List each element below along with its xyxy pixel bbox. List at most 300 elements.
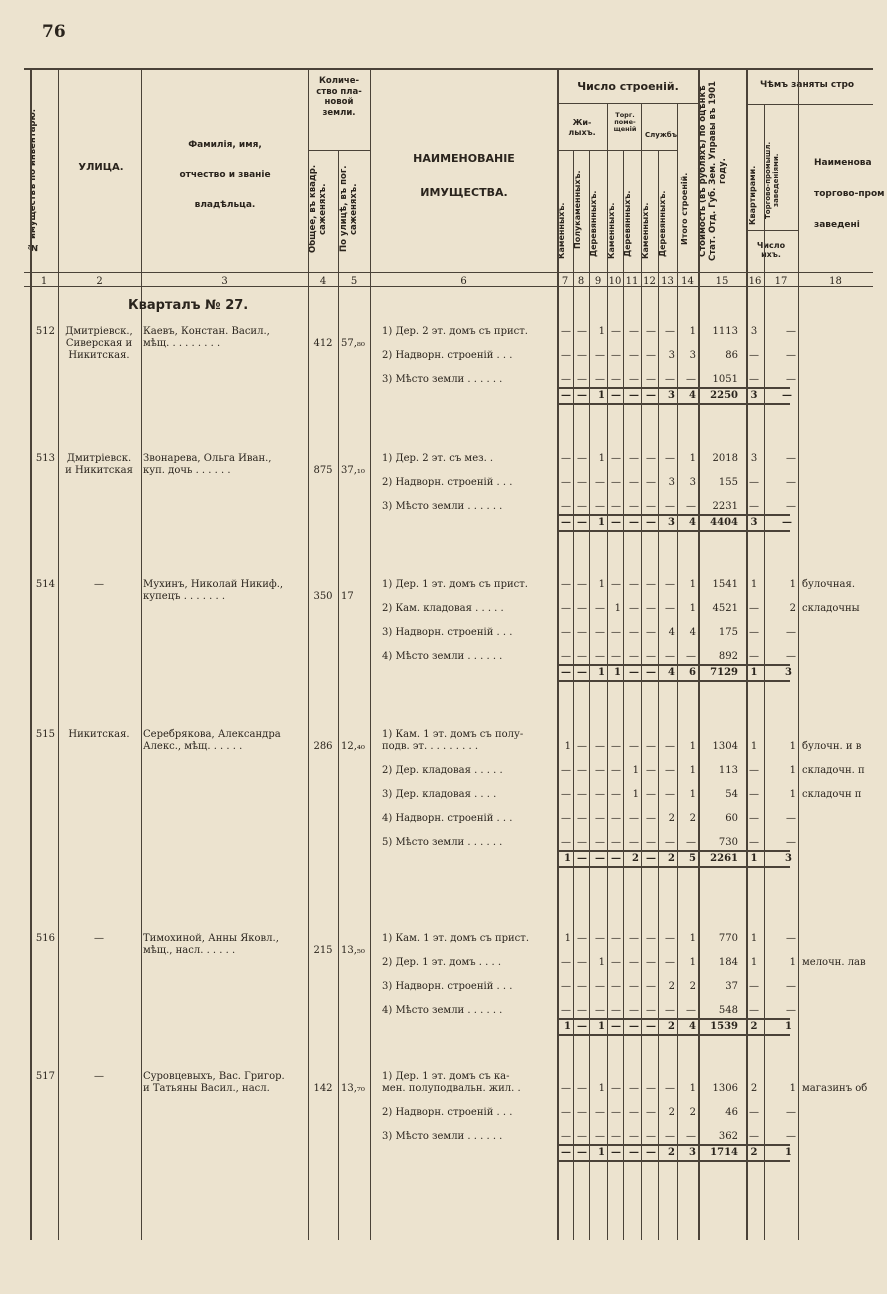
record-street-length: 13,₇₀ — [341, 1083, 365, 1094]
item-count: — — [686, 501, 696, 512]
item-count: — — [646, 765, 656, 776]
item-count: — — [577, 933, 587, 944]
item-value: 892 — [718, 651, 738, 662]
record-street: Дмитріевск., — [65, 326, 133, 337]
item-value: 2231 — [712, 501, 738, 512]
item-count: — — [611, 813, 621, 824]
item-count: — — [577, 579, 587, 590]
record-street-length: 37,₁₀ — [341, 465, 365, 476]
total-count: — — [611, 1021, 621, 1032]
item-count: — — [611, 350, 621, 361]
buildings-sub-rule-2 — [557, 150, 677, 151]
item-count: 1 — [598, 579, 605, 590]
item-count: — — [577, 1131, 587, 1142]
column-number: 15 — [715, 276, 729, 287]
item-count: — — [665, 453, 675, 464]
item-count: — — [646, 1107, 656, 1118]
item-count: 1 — [614, 603, 621, 614]
total-count: 1 — [598, 517, 605, 528]
item-count: — — [686, 374, 696, 385]
item-count: — — [611, 374, 621, 385]
item-count: — — [629, 813, 639, 824]
item-count: 1 — [689, 453, 696, 464]
header-trade-name — [800, 148, 887, 241]
item-count: — — [646, 981, 656, 992]
item-count: — — [629, 350, 639, 361]
item-count: — — [629, 957, 639, 968]
total-count: — — [646, 667, 656, 678]
item-count: — — [646, 651, 656, 662]
total-rule-bottom — [557, 403, 790, 405]
item-count: 1 — [564, 933, 571, 944]
column-number: 9 — [594, 276, 602, 287]
total-value: 7129 — [710, 667, 738, 678]
item-trade-name: булочная. — [802, 579, 856, 590]
total-count: — — [629, 1021, 639, 1032]
column-number: 2 — [96, 276, 103, 287]
item-count: 1 — [632, 789, 639, 800]
item-count: — — [646, 374, 656, 385]
item-count: — — [595, 837, 605, 848]
total-count: 2 — [668, 853, 675, 864]
record-land-total: 875 — [313, 465, 333, 476]
item-count: — — [611, 453, 621, 464]
item-count: — — [646, 579, 656, 590]
total-count: — — [577, 667, 587, 678]
record-street-length: 17 — [341, 591, 354, 602]
total-value: 1539 — [710, 1021, 738, 1032]
item-count: — — [665, 651, 675, 662]
item-count: — — [629, 651, 639, 662]
column-number: 12 — [643, 276, 656, 287]
item-count: — — [646, 1005, 656, 1016]
total-value: 2250 — [710, 390, 738, 401]
item-name: 4) Мѣсто земли . . . . . . — [382, 651, 503, 662]
item-value: 4521 — [712, 603, 738, 614]
item-name: 3) Дер. кладовая . . . . — [382, 789, 497, 800]
item-apartments: — — [749, 350, 759, 361]
total-count: — — [577, 1021, 587, 1032]
header-col-stone: Каменныхъ. — [557, 202, 566, 260]
record-street-length: 57,₈₀ — [341, 338, 365, 349]
item-count: — — [665, 579, 675, 590]
item-trade-count: — — [786, 350, 796, 361]
item-count: — — [646, 789, 656, 800]
item-count: — — [665, 837, 675, 848]
item-count: — — [595, 741, 605, 752]
item-name: 3) Мѣсто земли . . . . . . — [382, 501, 503, 512]
header-count-line: Число — [756, 241, 786, 250]
item-count: — — [611, 501, 621, 512]
item-value: 175 — [718, 627, 738, 638]
item-trade-count: — — [786, 453, 796, 464]
record-street: Никитская. — [68, 350, 130, 361]
total-count: 3 — [668, 390, 675, 401]
item-count: — — [686, 837, 696, 848]
total-rule-bottom — [557, 866, 790, 868]
count-sub-rule — [746, 230, 798, 231]
item-apartments: — — [749, 627, 759, 638]
item-count: — — [629, 374, 639, 385]
item-count: — — [646, 741, 656, 752]
item-count: — — [611, 627, 621, 638]
header-apartments: Квартирами. — [748, 165, 757, 225]
record-street: Дмитріевск. — [66, 453, 132, 464]
item-trade-name: булочн. и в — [802, 741, 862, 752]
record-number: 513 — [35, 453, 55, 464]
item-count: 4 — [689, 627, 696, 638]
item-count: — — [561, 651, 571, 662]
item-count: — — [561, 1107, 571, 1118]
item-name: мен. полуподвальн. жил. . — [382, 1083, 521, 1094]
item-count: — — [665, 957, 675, 968]
record-owner: купецъ . . . . . . . — [143, 591, 226, 602]
header-owner-line: владѣльца. — [194, 200, 256, 210]
item-value: 54 — [725, 789, 738, 800]
item-count: — — [561, 1083, 571, 1094]
item-trade-count: — — [786, 1107, 796, 1118]
record-land-total: 142 — [313, 1083, 333, 1094]
total-count: — — [595, 853, 605, 864]
item-count: — — [611, 933, 621, 944]
total-apartments: 1 — [750, 853, 758, 864]
item-name: 1) Дер. 1 эт. домъ съ ка- — [382, 1071, 510, 1082]
item-count: — — [611, 981, 621, 992]
item-count: — — [561, 981, 571, 992]
item-count: 1 — [598, 326, 605, 337]
record-street: и Никитская — [65, 465, 133, 476]
column-number: 14 — [681, 276, 694, 287]
column-rule — [30, 68, 32, 1240]
item-count: 1 — [689, 765, 696, 776]
item-count: — — [611, 651, 621, 662]
item-count: — — [646, 1131, 656, 1142]
record-land-total: 215 — [313, 945, 333, 956]
item-count: — — [577, 477, 587, 488]
header-land-total: Общее, въ квадр. саженяхъ. — [308, 164, 328, 254]
item-count: — — [611, 741, 621, 752]
item-count: 3 — [668, 350, 675, 361]
item-count: — — [561, 813, 571, 824]
item-count: 2 — [668, 813, 675, 824]
header-residential-line: Жи- — [572, 118, 592, 127]
total-trade-count: — — [782, 390, 792, 401]
item-apartments: 1 — [750, 741, 758, 752]
item-apartments: — — [749, 374, 759, 385]
item-count: — — [595, 813, 605, 824]
item-count: — — [577, 837, 587, 848]
item-count: — — [686, 1131, 696, 1142]
item-count: — — [629, 837, 639, 848]
header-col-wooden: Деревянныхъ. — [589, 190, 598, 257]
item-apartments: — — [749, 789, 759, 800]
record-number: 517 — [35, 1071, 55, 1082]
item-count: — — [561, 627, 571, 638]
total-count: — — [646, 1021, 656, 1032]
item-trade-count: — — [786, 326, 796, 337]
record-owner: Алекс., мѣщ. . . . . . — [143, 741, 243, 752]
column-number: 11 — [625, 276, 639, 287]
column-rule — [58, 68, 59, 1240]
item-count: — — [665, 741, 675, 752]
item-count: — — [629, 981, 639, 992]
header-service: Службъ — [645, 131, 677, 139]
item-count: — — [646, 477, 656, 488]
total-trade-count: 1 — [785, 1021, 792, 1032]
column-number: 8 — [577, 276, 585, 287]
occupied-sub-rule — [746, 104, 873, 105]
header-occupied-group: Чѣмъ заняты стро — [760, 80, 855, 90]
item-count: — — [629, 1005, 639, 1016]
item-value: 37 — [725, 981, 738, 992]
item-count: — — [595, 1005, 605, 1016]
total-count: — — [629, 1147, 639, 1158]
item-apartments: 1 — [750, 957, 758, 968]
item-name: 1) Кам. 1 эт. домъ съ прист. — [382, 933, 529, 944]
total-trade-count: 1 — [785, 1147, 792, 1158]
item-trade-name: складочны — [802, 603, 860, 614]
item-count: — — [595, 501, 605, 512]
item-name: 2) Надворн. строеній . . . — [382, 477, 513, 488]
item-trade-count: — — [786, 501, 796, 512]
item-apartments: 1 — [750, 933, 758, 944]
total-count: — — [561, 517, 571, 528]
item-value: 1306 — [712, 1083, 738, 1094]
item-count: — — [611, 1005, 621, 1016]
header-col-service-wooden: Деревянныхъ. — [658, 190, 667, 257]
total-count: 3 — [689, 1147, 696, 1158]
item-value: 730 — [718, 837, 738, 848]
total-count: 4 — [689, 390, 696, 401]
total-count: — — [629, 667, 639, 678]
item-count: — — [665, 1083, 675, 1094]
record-land-total: 350 — [313, 591, 333, 602]
item-count: — — [577, 1083, 587, 1094]
record-owner: Звонарева, Ольга Иван., — [143, 453, 272, 464]
item-count: — — [646, 350, 656, 361]
total-apartments: 3 — [750, 390, 758, 401]
record-street-length: 13,₅₀ — [341, 945, 365, 956]
total-count: — — [646, 517, 656, 528]
item-trade-count: — — [786, 374, 796, 385]
item-count: — — [629, 477, 639, 488]
item-count: — — [629, 603, 639, 614]
item-count: 2 — [689, 981, 696, 992]
total-rule-bottom — [557, 680, 790, 682]
record-street: Никитская. — [68, 729, 130, 740]
total-rule-bottom — [557, 530, 790, 532]
header-owner — [142, 130, 308, 220]
item-count: 3 — [668, 477, 675, 488]
item-trade-name: магазинъ об — [802, 1083, 868, 1094]
item-count: — — [561, 765, 571, 776]
total-count: 1 — [598, 667, 605, 678]
total-rule-bottom — [557, 1160, 790, 1162]
item-value: 86 — [725, 350, 738, 361]
item-count: — — [595, 765, 605, 776]
item-count: — — [665, 326, 675, 337]
header-street: УЛИЦА. — [78, 162, 124, 173]
column-number: 10 — [608, 276, 622, 287]
header-trade-line: щеній — [613, 125, 637, 134]
item-count: — — [629, 1083, 639, 1094]
item-name: 1) Кам. 1 эт. домъ съ полу- — [382, 729, 524, 740]
item-count: — — [629, 627, 639, 638]
item-count: — — [611, 957, 621, 968]
item-count: — — [595, 627, 605, 638]
item-count: — — [665, 501, 675, 512]
item-count: — — [629, 933, 639, 944]
item-count: — — [561, 579, 571, 590]
total-count: — — [577, 1147, 587, 1158]
item-value: 548 — [718, 1005, 738, 1016]
total-count: 1 — [564, 853, 571, 864]
item-trade-count: 1 — [789, 789, 796, 800]
total-count: — — [577, 517, 587, 528]
item-count: — — [629, 1107, 639, 1118]
item-trade-count: — — [786, 1005, 796, 1016]
total-count: — — [629, 517, 639, 528]
item-count: — — [665, 1131, 675, 1142]
record-street: — — [94, 1071, 104, 1082]
item-trade-count: — — [786, 837, 796, 848]
item-count: — — [561, 350, 571, 361]
item-count: 1 — [689, 789, 696, 800]
total-count: — — [561, 1147, 571, 1158]
item-apartments: 3 — [750, 453, 758, 464]
item-trade-count: — — [786, 651, 796, 662]
total-count: — — [611, 390, 621, 401]
record-owner: куп. дочь . . . . . . — [143, 465, 231, 476]
item-count: — — [595, 477, 605, 488]
item-name: 2) Кам. кладовая . . . . . — [382, 603, 504, 614]
item-count: — — [577, 1107, 587, 1118]
item-count: — — [665, 789, 675, 800]
total-count: 1 — [598, 1147, 605, 1158]
item-count: — — [611, 837, 621, 848]
item-count: — — [646, 813, 656, 824]
header-owner-line: отчество и званіе — [179, 170, 271, 180]
item-count: — — [646, 957, 656, 968]
item-name: 4) Надворн. строеній . . . — [382, 813, 513, 824]
item-count: 1 — [564, 741, 571, 752]
item-trade-name: складочн. п — [802, 765, 865, 776]
item-count: — — [595, 1131, 605, 1142]
item-count: — — [577, 374, 587, 385]
record-land-total: 412 — [313, 338, 333, 349]
item-count: 1 — [632, 765, 639, 776]
item-count: — — [646, 501, 656, 512]
item-count: — — [629, 1131, 639, 1142]
item-count: 1 — [689, 579, 696, 590]
header-land-street: По улицѣ, въ пог. саженяхъ. — [339, 165, 359, 253]
header-residential — [558, 118, 606, 138]
item-count: — — [611, 477, 621, 488]
item-count: — — [561, 374, 571, 385]
header-trade-line: поме- — [614, 118, 636, 127]
item-trade-name: мелочн. лав — [802, 957, 866, 968]
total-apartments: 3 — [750, 517, 758, 528]
item-count: — — [595, 651, 605, 662]
item-trade-count: — — [786, 477, 796, 488]
record-number: 512 — [35, 326, 55, 337]
item-apartments: 2 — [750, 1083, 758, 1094]
item-count: — — [561, 603, 571, 614]
total-value: 4404 — [710, 517, 738, 528]
item-count: 2 — [689, 813, 696, 824]
item-count: — — [577, 350, 587, 361]
item-count: — — [629, 741, 639, 752]
column-rule — [798, 68, 799, 1240]
header-land-line: ство пла- — [316, 86, 362, 97]
item-apartments: — — [749, 837, 759, 848]
record-owner: Мухинъ, Николай Никиф., — [143, 579, 284, 590]
item-count: 3 — [689, 477, 696, 488]
item-count: — — [577, 453, 587, 464]
item-count: — — [646, 627, 656, 638]
record-owner: Серебрякова, Александра — [143, 729, 281, 740]
item-count: — — [629, 501, 639, 512]
column-number: 7 — [561, 276, 569, 287]
item-count: 1 — [598, 1083, 605, 1094]
item-apartments: — — [749, 1107, 759, 1118]
total-count: 3 — [668, 517, 675, 528]
total-count: — — [646, 853, 656, 864]
record-street-length: 12,₄₀ — [341, 741, 365, 752]
item-count: — — [577, 326, 587, 337]
column-number: 13 — [661, 276, 674, 287]
item-count: — — [561, 789, 571, 800]
item-count: 2 — [689, 1107, 696, 1118]
item-name: 2) Дер. кладовая . . . . . — [382, 765, 503, 776]
item-count: — — [577, 789, 587, 800]
land-sub-rule — [308, 150, 370, 151]
total-trade-count: 3 — [785, 853, 792, 864]
header-trade-line: Торг. — [615, 111, 635, 119]
column-rule — [338, 150, 339, 1240]
item-name: 1) Дер. 2 эт. домъ съ прист. — [382, 326, 528, 337]
total-count: 1 — [598, 390, 605, 401]
item-apartments: — — [749, 813, 759, 824]
item-apartments: — — [749, 765, 759, 776]
item-count: — — [577, 981, 587, 992]
item-count: — — [611, 326, 621, 337]
quarter-title: Кварталъ № 27. — [128, 298, 249, 313]
item-trade-count: 1 — [789, 579, 796, 590]
record-owner: мѣщ. . . . . . . . . — [143, 338, 221, 349]
total-count: — — [561, 390, 571, 401]
total-count: 2 — [668, 1021, 675, 1032]
item-name: 3) Мѣсто земли . . . . . . — [382, 374, 503, 385]
item-count: — — [595, 933, 605, 944]
item-name: 3) Надворн. строеній . . . — [382, 981, 513, 992]
item-count: 1 — [689, 741, 696, 752]
header-inventory-number: № имуществъ по инвентарю. — [28, 108, 38, 252]
item-name: 2) Надворн. строеній . . . — [382, 1107, 513, 1118]
total-count: — — [611, 853, 621, 864]
item-count: 1 — [598, 957, 605, 968]
item-count: — — [577, 603, 587, 614]
header-trade-name-line: торгово-пром — [814, 189, 885, 199]
item-count: — — [646, 326, 656, 337]
column-number: 5 — [350, 276, 358, 287]
header-col-trade-wooden: Деревянныхъ. — [623, 190, 632, 257]
header-property-line: НАИМЕНОВАНІЕ — [413, 152, 515, 165]
item-trade-count: — — [786, 981, 796, 992]
header-total-buildings: Итого строеній. — [680, 172, 689, 245]
item-count: — — [665, 765, 675, 776]
item-value: 184 — [718, 957, 738, 968]
